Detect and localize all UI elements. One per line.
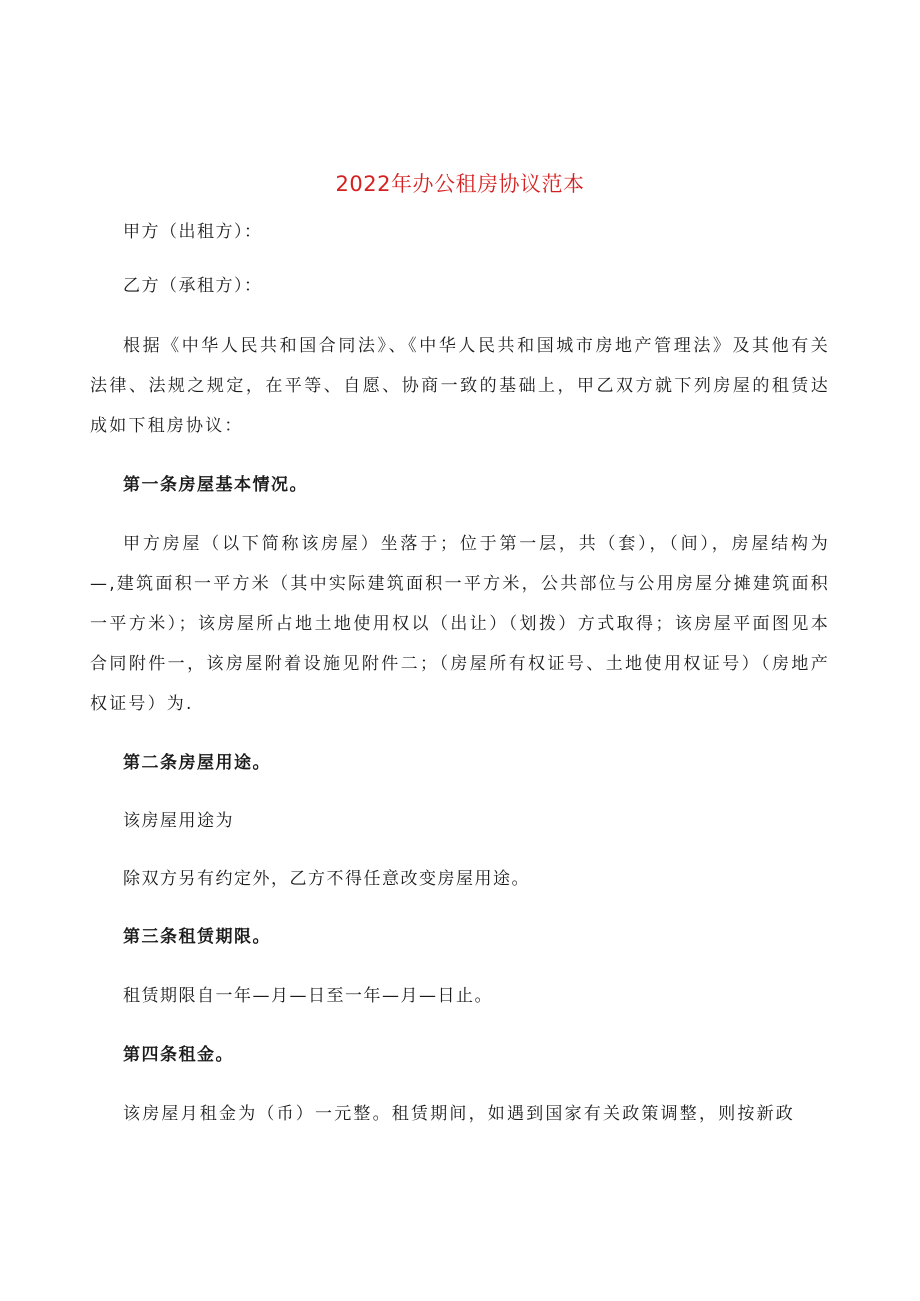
article-1-paragraph: 甲方房屋（以下简称该房屋）坐落于；位于第一层，共（套），（间），房屋结构为—,建筑面积一平方米（其中实际建筑面积一平方米，公共部位与公用房屋分摊建筑面积一平方米）；该房屋所占地土地使用权以（出让）（划拨）方式取得；该房屋平面图见本合同附件一，该房屋附着设施见附件二；（房屋所有权证号、土地使用权证号）（房地产权证号）为.	[90, 534, 830, 714]
article-1-heading: 第一条房屋基本情况。	[123, 475, 308, 495]
article-2-usage-line: 该房屋用途为	[123, 811, 234, 831]
party-b-line: 乙方（承租方）：	[123, 276, 263, 296]
article-4-heading: 第四条租金。	[123, 1045, 234, 1065]
preamble-paragraph: 根据《中华人民共和国合同法》、《中华人民共和国城市房地产管理法》及其他有关法律、法规之规定，在平等、自愿、协商一致的基础上，甲乙双方就下列房屋的租赁达成如下租房协议：	[90, 336, 830, 436]
article-2-heading: 第二条房屋用途。	[123, 753, 271, 773]
article-3-heading: 第三条租赁期限。	[123, 927, 271, 947]
party-a-line: 甲方（出租方）：	[123, 222, 263, 242]
article-4-paragraph: 该房屋月租金为（币）一元整。租赁期间，如遇到国家有关政策调整，则按新政	[123, 1104, 795, 1124]
article-2-restriction-line: 除双方另有约定外，乙方不得任意改变房屋用途。	[123, 869, 530, 889]
document-title: 2022年办公租房协议范本	[335, 172, 585, 196]
article-3-term-line: 租赁期限自一年—月—日至一年—月—日止。	[123, 986, 493, 1006]
